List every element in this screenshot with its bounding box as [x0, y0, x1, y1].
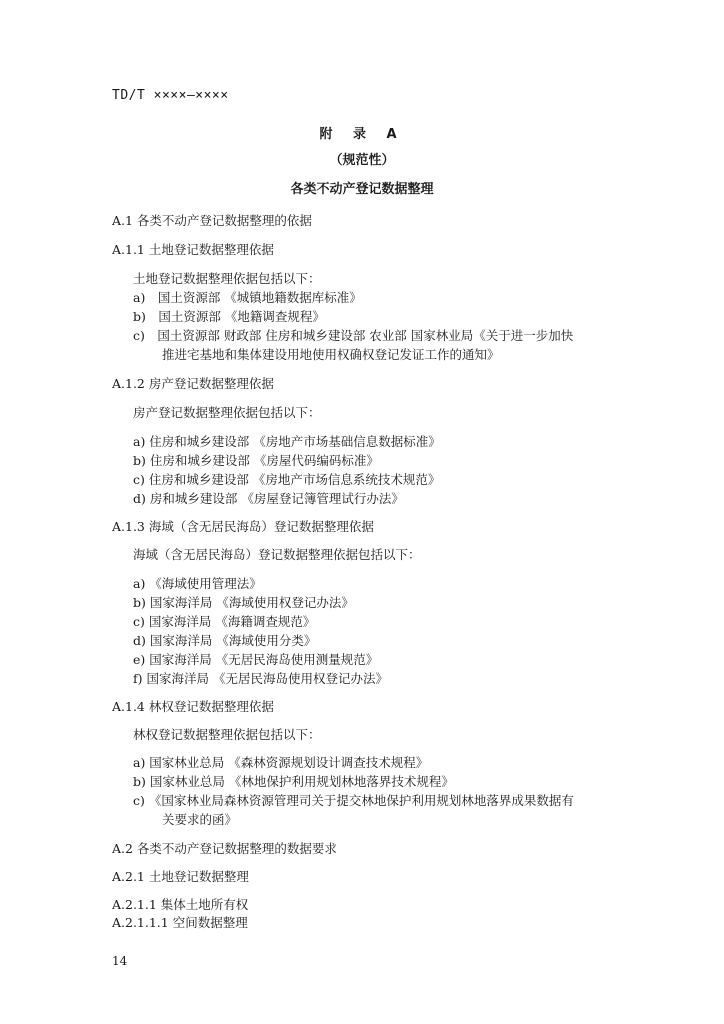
- list-item: c) 住房和城乡建设部 《房地产市场信息系统技术规范》: [133, 472, 441, 487]
- document-code: TD/T ××××—××××: [112, 88, 229, 103]
- section-a14-heading: A.1.4 林权登记数据整理依据: [112, 699, 274, 714]
- list-item-continuation: 推进宅基地和集体建设用地使用权确权登记发证工作的通知》: [162, 347, 500, 362]
- list-item: a) 住房和城乡建设部 《房地产市场基础信息数据标准》: [133, 434, 441, 449]
- section-a12-heading: A.1.2 房产登记数据整理依据: [112, 376, 274, 391]
- section-a2111-heading: A.2.1.1.1 空间数据整理: [112, 915, 248, 930]
- annex-label: 附 录 A: [319, 127, 405, 142]
- page-number: 14: [112, 954, 128, 968]
- annex-title: 各类不动产登记数据整理: [290, 182, 434, 197]
- section-a12-intro: 房产登记数据整理依据包括以下：: [133, 405, 321, 420]
- section-a13-heading: A.1.3 海域（含无居民海岛）登记数据整理依据: [112, 519, 374, 534]
- section-a2-heading: A.2 各类不动产登记数据整理的数据要求: [112, 841, 337, 856]
- list-item: a) 国家林业总局 《森林资源规划设计调查技术规程》: [133, 755, 429, 770]
- section-a11-heading: A.1.1 土地登记数据整理依据: [112, 242, 274, 257]
- list-item: b) 住房和城乡建设部 《房屋代码编码标准》: [133, 453, 379, 468]
- list-item: a) 国土资源部 《城镇地籍数据库标准》: [133, 290, 362, 305]
- section-a13-intro: 海域（含无居民海岛）登记数据整理依据包括以下：: [133, 547, 421, 562]
- section-a211-heading: A.2.1.1 集体土地所有权: [112, 897, 249, 912]
- list-item: b) 国家林业总局 《林地保护利用规划林地落界技术规程》: [133, 774, 454, 789]
- annex-nature: （规范性）: [329, 153, 395, 168]
- list-item: b) 国土资源部 《地籍调查规程》: [133, 309, 325, 324]
- list-item-continuation: 关要求的函》: [162, 812, 238, 827]
- list-item: c) 国土资源部 财政部 住房和城乡建设部 农业部 国家林业局《关于进一步加快: [133, 328, 574, 343]
- list-item: e) 国家海洋局 《无居民海岛使用测量规范》: [133, 652, 379, 667]
- list-item: a) 《海域使用管理法》: [133, 576, 262, 591]
- section-a14-intro: 林权登记数据整理依据包括以下：: [133, 727, 321, 742]
- section-a21-heading: A.2.1 土地登记数据整理: [112, 869, 249, 884]
- list-item: c) 国家海洋局 《海籍调查规范》: [133, 614, 316, 629]
- section-a1-heading: A.1 各类不动产登记数据整理的依据: [112, 213, 312, 228]
- list-item: c) 《国家林业局森林资源管理司关于提交林地保护利用规划林地落界成果数据有: [133, 793, 574, 808]
- section-a11-intro: 土地登记数据整理依据包括以下：: [133, 271, 321, 286]
- list-item: d) 房和城乡建设部 《房屋登记簿管理试行办法》: [133, 491, 404, 506]
- list-item: f) 国家海洋局 《无居民海岛使用权登记办法》: [133, 671, 388, 686]
- list-item: d) 国家海洋局 《海域使用分类》: [133, 633, 317, 648]
- list-item: b) 国家海洋局 《海域使用权登记办法》: [133, 595, 354, 610]
